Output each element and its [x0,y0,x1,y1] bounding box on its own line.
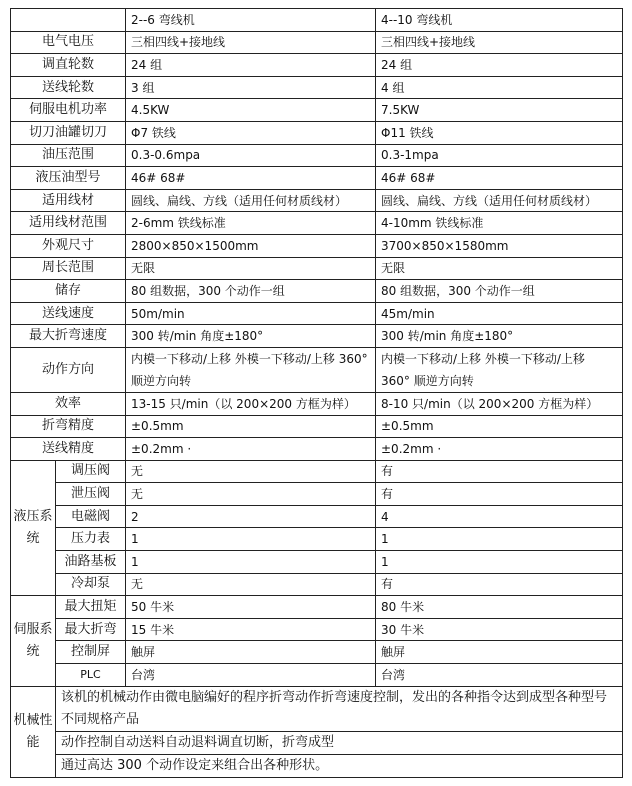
model-2-value: 触屏 [376,641,623,664]
table-row [11,31,623,54]
table-row [11,234,623,257]
model-2-value: 46# 68# [376,167,623,190]
model-2-value: ±0.5mm [376,415,623,438]
sub-label: 泄压阀 [56,483,126,506]
row-label: 周长范围 [11,257,126,280]
model-2-value: 24 组 [376,54,623,77]
sub-label: 控制屏 [56,641,126,664]
model-2-value: 1 [376,528,623,551]
model-1-value: 50 牛米 [126,596,376,619]
hydraulic-group-label: 液压系统 [11,460,56,596]
model-2-value: 圆线、扁线、方线（适用任何材质线材） [376,189,623,212]
model-2-value: 4 [376,505,623,528]
model-2-value: 1 [376,551,623,574]
model-2-value: 无限 [376,257,623,280]
table-row [11,121,623,144]
model-2-value: 台湾 [376,664,623,687]
model-2-value: 300 转/min 角度±180° [376,325,623,348]
model-1-value: 13-15 只/min（以 200×200 方框为样） [126,392,376,415]
sub-label: 冷却泵 [56,573,126,596]
table-row [11,438,623,461]
model-2-value: 有 [376,483,623,506]
table-row [11,392,623,415]
mechanical-row [11,686,623,731]
model-1-value: 15 牛米 [126,618,376,641]
model-2-value: 8-10 只/min（以 200×200 方框为样） [376,392,623,415]
model-2-value: 80 牛米 [376,596,623,619]
mechanical-description: 该机的机械动作由微电脑编好的程序折弯动作折弯速度控制，发出的各种指令达到成型各种型号不同规格产品 [56,686,623,731]
model-1-value: 24 组 [126,54,376,77]
model-1-value: 内模一下移动/上移 外模一下移动/上移 360° 顺逆方向转 [126,347,376,392]
mechanical-group-label: 机械性能 [11,686,56,777]
model-1-value: 无 [126,483,376,506]
sub-label: 电磁阀 [56,505,126,528]
model-1-value: 圆线、扁线、方线（适用任何材质线材） [126,189,376,212]
model-1-value: 80 组数据，300 个动作一组 [126,280,376,303]
model-1-value: 三相四线+接地线 [126,31,376,54]
table-row [11,189,623,212]
servo-row [11,664,623,687]
model-2-value: 80 组数据，300 个动作一组 [376,280,623,303]
servo-row [11,641,623,664]
model-1-value: 4.5KW [126,99,376,122]
sub-label: 最大扭矩 [56,596,126,619]
hydraulic-row [11,483,623,506]
table-row [11,302,623,325]
model-2-value: 4-10mm 铁线标准 [376,212,623,235]
table-row [11,167,623,190]
model-1-value: 50m/min [126,302,376,325]
header-model-1: 2--6 弯线机 [126,9,376,32]
model-2-value: 30 牛米 [376,618,623,641]
sub-label: 油路基板 [56,551,126,574]
row-label: 储存 [11,280,126,303]
hydraulic-row [11,551,623,574]
model-1-value: ±0.5mm [126,415,376,438]
header-model-2: 4--10 弯线机 [376,9,623,32]
row-label: 效率 [11,392,126,415]
model-2-value: 内模一下移动/上移 外模一下移动/上移 360° 顺逆方向转 [376,347,623,392]
table-header-row [11,9,623,32]
row-label: 切刀油罐切刀 [11,121,126,144]
table-row [11,347,623,392]
row-label: 送线轮数 [11,76,126,99]
model-1-value: Φ7 铁线 [126,121,376,144]
model-1-value: 触屏 [126,641,376,664]
model-1-value: 2-6mm 铁线标准 [126,212,376,235]
hydraulic-row [11,528,623,551]
model-2-value: 45m/min [376,302,623,325]
model-2-value: ±0.2mm · [376,438,623,461]
row-label: 调直轮数 [11,54,126,77]
servo-row [11,596,623,619]
model-1-value: 3 组 [126,76,376,99]
table-row [11,280,623,303]
table-row [11,415,623,438]
servo-group-label: 伺服系统 [11,596,56,686]
row-label: 送线速度 [11,302,126,325]
sub-label: 压力表 [56,528,126,551]
model-1-value: 台湾 [126,664,376,687]
header-empty-cell [11,9,126,32]
row-label: 油压范围 [11,144,126,167]
sub-label: 最大折弯 [56,618,126,641]
row-label: 适用线材 [11,189,126,212]
mechanical-description: 动作控制自动送料自动退料调直切断，折弯成型 [56,731,623,754]
model-1-value: 300 转/min 角度±180° [126,325,376,348]
model-2-value: 3700×850×1580mm [376,234,623,257]
model-2-value: 三相四线+接地线 [376,31,623,54]
table-row [11,212,623,235]
model-1-value: ±0.2mm · [126,438,376,461]
model-1-value: 46# 68# [126,167,376,190]
hydraulic-row [11,505,623,528]
sub-label: PLC [56,664,126,687]
model-1-value: 2800×850×1500mm [126,234,376,257]
row-label: 送线精度 [11,438,126,461]
row-label: 伺服电机功率 [11,99,126,122]
model-2-value: 0.3-1mpa [376,144,623,167]
mechanical-row [11,754,623,777]
hydraulic-row [11,460,623,483]
table-row [11,76,623,99]
model-1-value: 无 [126,460,376,483]
row-label: 适用线材范围 [11,212,126,235]
model-1-value: 1 [126,551,376,574]
model-1-value: 无 [126,573,376,596]
servo-row [11,618,623,641]
table-row [11,257,623,280]
mechanical-row [11,731,623,754]
table-row [11,144,623,167]
hydraulic-row [11,573,623,596]
row-label: 电气电压 [11,31,126,54]
row-label: 动作方向 [11,347,126,392]
row-label: 外观尺寸 [11,234,126,257]
mechanical-description: 通过高达 300 个动作设定来组合出各种形状。 [56,754,623,777]
model-1-value: 1 [126,528,376,551]
row-label: 液压油型号 [11,167,126,190]
table-row [11,325,623,348]
model-2-value: 7.5KW [376,99,623,122]
sub-label: 调压阀 [56,460,126,483]
table-row [11,54,623,77]
model-1-value: 0.3-0.6mpa [126,144,376,167]
row-label: 最大折弯速度 [11,325,126,348]
model-2-value: 4 组 [376,76,623,99]
row-label: 折弯精度 [11,415,126,438]
model-1-value: 无限 [126,257,376,280]
model-2-value: 有 [376,460,623,483]
table-row [11,99,623,122]
model-1-value: 2 [126,505,376,528]
spec-table [10,8,623,778]
model-2-value: 有 [376,573,623,596]
model-2-value: Φ11 铁线 [376,121,623,144]
